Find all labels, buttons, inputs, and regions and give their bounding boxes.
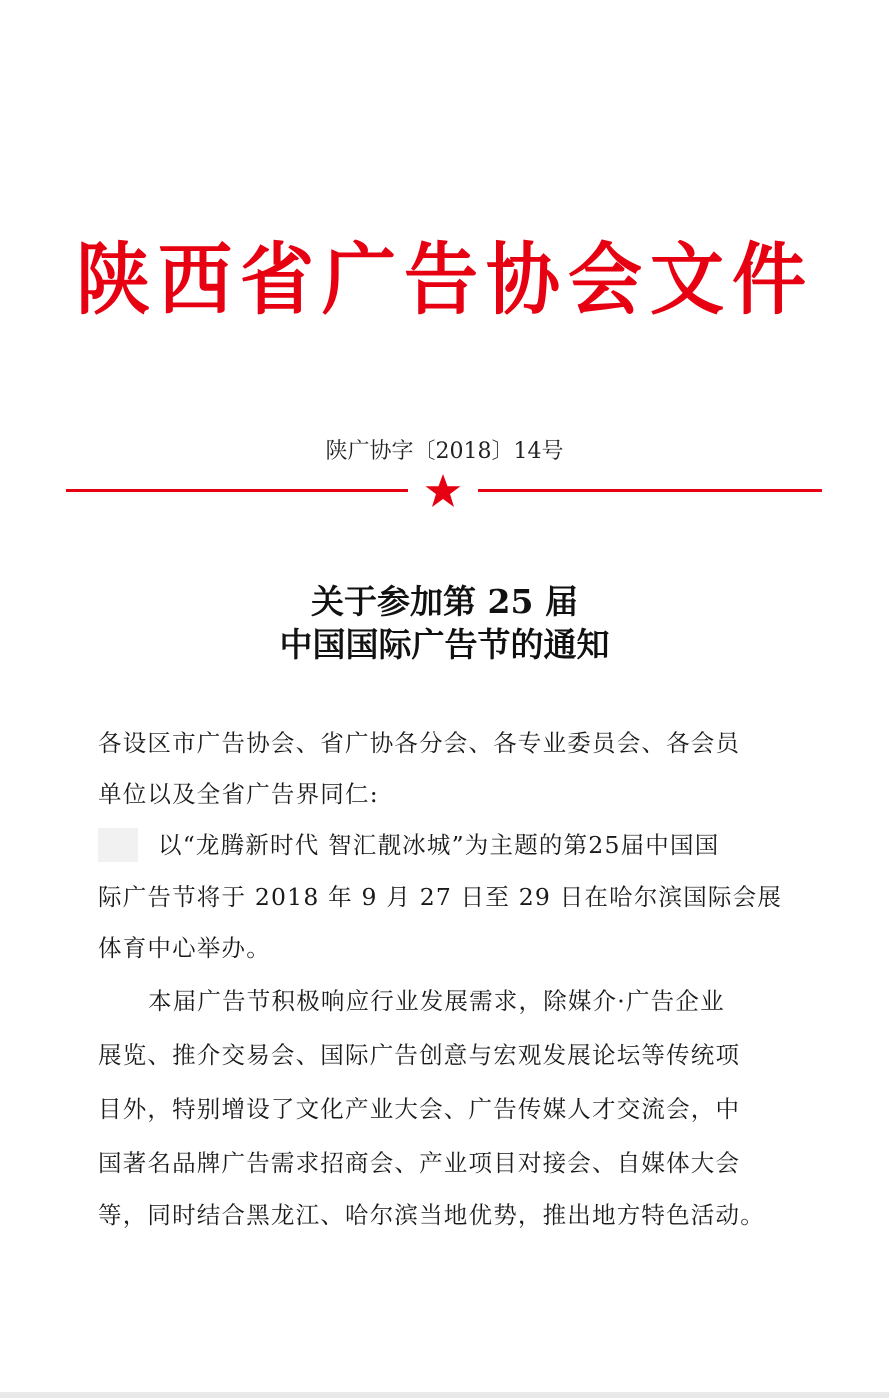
body-line: 单位以及全省广告界同仁: — [98, 780, 379, 808]
body-line: 国著名品牌广告需求招商会、产业项目对接会、自媒体大会 — [98, 1149, 741, 1177]
body-line: 以“龙腾新时代 智汇靓冰城”为主题的第25届中国国 — [158, 831, 720, 859]
red-rule-right — [478, 489, 822, 492]
body-line: 际广告节将于 2018 年 9 月 27 日至 29 日在哈尔滨国际会展 — [98, 883, 783, 911]
body-line: 本届广告节积极响应行业发展需求，除媒介·广告企业 — [148, 987, 725, 1015]
notice-title-line-2: 中国国际广告节的通知 — [279, 625, 610, 664]
body-line: 目外，特别增设了文化产业大会、广告传媒人才交流会，中 — [98, 1095, 741, 1123]
notice-title-line-1: 关于参加第 25 届 — [311, 582, 578, 621]
body-line: 展览、推介交易会、国际广告创意与宏观发展论坛等传统项 — [98, 1041, 741, 1069]
redacted-indent — [98, 828, 138, 862]
page-bottom-edge — [0, 1392, 889, 1398]
star-icon — [424, 473, 462, 509]
body-line: 体育中心举办。 — [98, 934, 271, 962]
document-number: 陕广协字〔2018〕14号 — [325, 439, 564, 464]
red-rule-left — [66, 489, 408, 492]
org-document-title: 陕西省广告协会文件 — [76, 234, 814, 326]
body-line: 各设区市广告协会、省广协各分会、各专业委员会、各会员 — [98, 729, 741, 757]
body-line: 等，同时结合黑龙江、哈尔滨当地优势，推出地方特色活动。 — [98, 1201, 765, 1229]
